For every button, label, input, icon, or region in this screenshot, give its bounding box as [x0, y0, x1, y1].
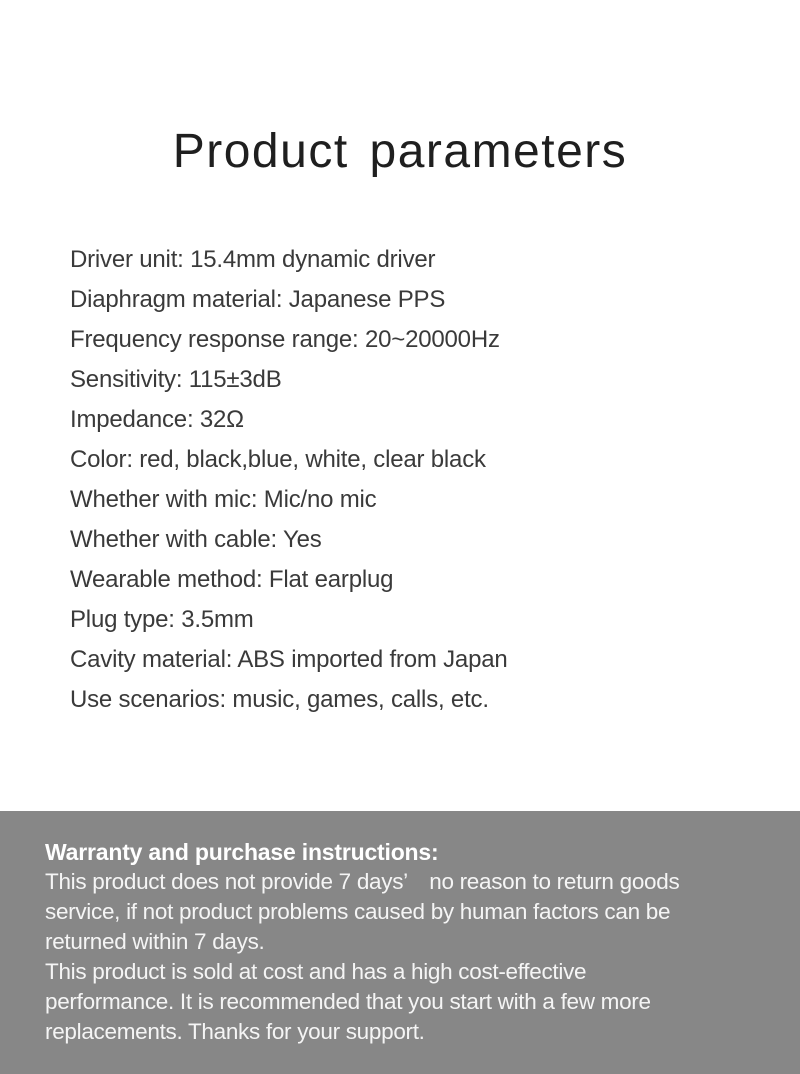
page-title: Product parameters: [172, 125, 628, 178]
parameter-item-wearable-method: Wearable method: Flat earplug: [70, 566, 394, 593]
parameter-item-diaphragm-material: Diaphragm material: Japanese PPS: [70, 286, 446, 313]
warranty-line-1: This product does not provide 7 days’ no reason to return goods: [45, 869, 680, 894]
parameter-item-frequency-response: Frequency response range: 20~20000Hz: [70, 326, 500, 353]
parameter-item-mic: Whether with mic: Mic/no mic: [70, 486, 377, 513]
warranty-line-4: This product is sold at cost and has a high cost-effective: [45, 959, 587, 984]
parameter-item-sensitivity: Sensitivity: 115±3dB: [70, 366, 282, 393]
parameter-item-color: Color: red, black,blue, white, clear black: [70, 446, 486, 473]
warranty-line-5: performance. It is recommended that you start with a few more: [45, 989, 651, 1014]
parameter-item-driver-unit: Driver unit: 15.4mm dynamic driver: [70, 246, 436, 273]
parameter-item-use-scenarios: Use scenarios: music, games, calls, etc.: [70, 686, 489, 713]
parameter-item-impedance: Impedance: 32Ω: [70, 406, 244, 433]
parameter-item-plug-type: Plug type: 3.5mm: [70, 606, 254, 633]
warranty-line-6: replacements. Thanks for your support.: [45, 1019, 425, 1044]
warranty-heading: Warranty and purchase instructions:: [45, 839, 439, 865]
parameter-item-cable: Whether with cable: Yes: [70, 526, 322, 553]
parameter-item-cavity-material: Cavity material: ABS imported from Japan: [70, 646, 508, 673]
warranty-section: [0, 811, 800, 1074]
warranty-line-3: returned within 7 days.: [45, 929, 265, 954]
parameter-list: [70, 240, 508, 720]
warranty-line-2: service, if not product problems caused by human factors can be: [45, 899, 671, 924]
